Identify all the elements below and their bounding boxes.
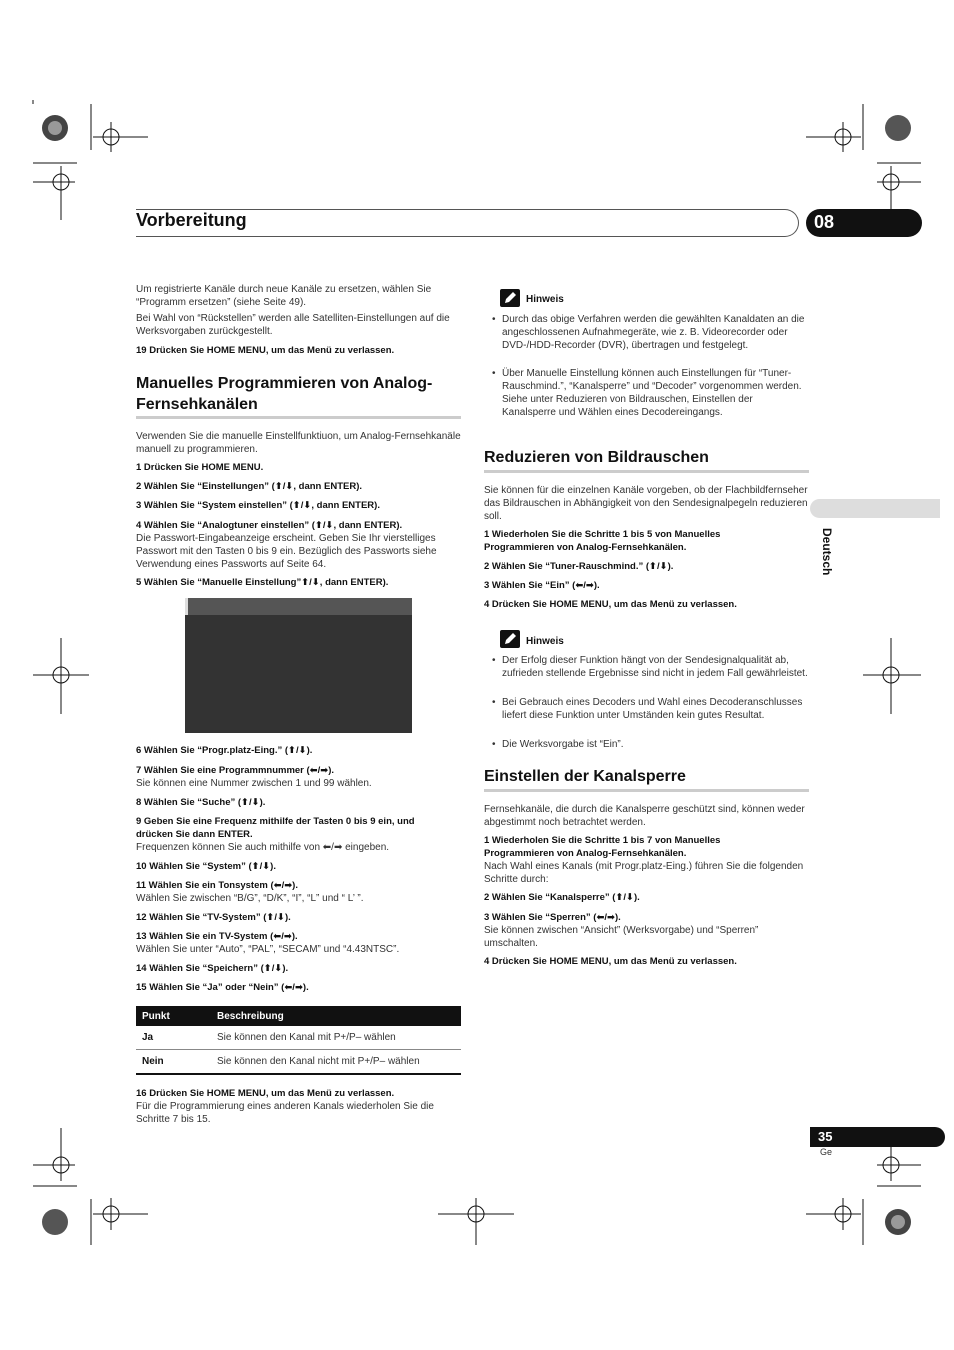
lock-step-2: 2 Wählen Sie “Kanalsperre” (⬆/⬇).: [484, 892, 640, 903]
step-8: 8 Wählen Sie “Suche” (⬆/⬇).: [136, 797, 266, 808]
side-tab: [810, 499, 940, 518]
table-cell-item: Nein: [136, 1050, 211, 1075]
intro-paragraph-2: Bei Wahl von “Rückstellen” werden alle Satelliten-Einstellungen auf die Werksvorgaben zurückgestellt.: [136, 313, 450, 337]
page-number: 35: [818, 1129, 833, 1144]
table-header-row: [136, 1006, 461, 1026]
language-code: Ge: [820, 1147, 833, 1157]
step-11-note: Wählen Sie zwischen “B/G”, “D/K”, “I”, “L” und “ L’ ”.: [136, 893, 364, 904]
hint-2-bullet-3: • Die Werksvorgabe ist “Ein”.: [502, 738, 809, 751]
pencil-note-icon: [500, 289, 520, 307]
lock-step-4: 4 Drücken Sie HOME MENU, um das Menü zu verlassen.: [484, 956, 737, 967]
heading-noise-reduction: Reduzieren von Bildrauschen: [484, 449, 709, 466]
table-cell-item: Ja: [136, 1026, 211, 1050]
step-16: 16 Drücken Sie HOME MENU, um das Menü zu verlassen.: [136, 1088, 395, 1099]
page-number-badge: [810, 1127, 945, 1147]
step-15: 15 Wählen Sie “Ja” oder “Nein” (⬅/➡).: [136, 982, 309, 993]
step-3: 3 Wählen Sie “System einstellen” (⬆/⬇, dann ENTER).: [136, 500, 380, 511]
heading-rule: [484, 470, 809, 473]
step-9-note: Frequenzen können Sie auch mithilfe von ⬅/➡ eingeben.: [136, 842, 390, 853]
step-4: 4 Wählen Sie “Analogtuner einstellen” (⬆/⬇, dann ENTER).: [136, 520, 403, 531]
heading-rule: [484, 789, 809, 792]
menu-screenshot: [185, 598, 412, 733]
step-19: 19 Drücken Sie HOME MENU, um das Menü zu verlassen.: [136, 345, 395, 356]
menu-screenshot-titlebar: [185, 598, 412, 615]
heading-channel-lock: Einstellen der Kanalsperre: [484, 768, 686, 785]
hint-label-2: Hinweis: [526, 636, 564, 647]
hint-1-bullet-2: • Über Manuelle Einstellung können auch Einstellungen für “Tuner-Rauschmind.”, “Kanalsperre” und “Decoder” vorgenommen werden. Siehe unter Reduzieren von Bildrauschen, Einstellen der Kanalsperre und Wählen eines Decodereingangs.: [502, 367, 809, 419]
table-header-item: Punkt: [136, 1006, 211, 1026]
step-16-note: Für die Programmierung eines anderen Kanals wiederholen Sie die Schritte 7 bis 15.: [136, 1101, 434, 1125]
hint-2-bullet-2: • Bei Gebrauch eines Decoders und Wahl eines Decoderanschlusses liefert diese Funktion unter Umständen kein gutes Resultat.: [502, 696, 809, 722]
page-title: Vorbereitung: [136, 210, 247, 230]
step-1: 1 Drücken Sie HOME MENU.: [136, 462, 264, 473]
table-cell-description: Sie können den Kanal nicht mit P+/P– wählen: [211, 1050, 461, 1075]
chapter-badge: [806, 209, 922, 237]
step-14: 14 Wählen Sie “Speichern” (⬆/⬇).: [136, 963, 289, 974]
hint-2-bullet-1: • Der Erfolg dieser Funktion hängt von der Sendesignalqualität ab, zufrieden stellende Ergebnisse sind nicht in jedem Fall gewährleistet.: [502, 654, 809, 680]
step-6: 6 Wählen Sie “Progr.platz-Eing.” (⬆/⬇).: [136, 745, 313, 756]
noise-step-1: 1 Wiederholen Sie die Schritte 1 bis 5 von Manuelles Programmieren von Analog-Fernsehkanälen.: [484, 529, 721, 553]
noise-intro: Sie können für die einzelnen Kanäle vorgeben, ob der Flachbildfernseher das Bildrauschen in Abhängigkeit von den Sendesignalpegeln reduzieren soll.: [484, 485, 808, 522]
step-11: 11 Wählen Sie ein Tonsystem (⬅/➡).: [136, 880, 298, 891]
table-cell-description: Sie können den Kanal mit P+/P– wählen: [211, 1026, 461, 1050]
table-row: [136, 1050, 461, 1075]
step-4-note: Die Passwort-Eingabeanzeige erscheint. Geben Sie Ihr vierstelliges Passwort mit den Tasten 0 bis 9 ein. Bezüglich des Passworts siehe Verwendung eines Passworts auf Seite 64.: [136, 533, 437, 570]
hint-1-bullet-1: • Durch das obige Verfahren werden die gewählten Kanaldaten an die angeschlossenen Aufnahmegeräte, wie z. B. Videorecorder oder DVD-/HDD-Recorder (DVR), übertragen und festgelegt.: [502, 313, 809, 352]
step-2: 2 Wählen Sie “Einstellungen” (⬆/⬇, dann ENTER).: [136, 481, 362, 492]
step-9-line-1: 9 Geben Sie eine Frequenz mithilfe der Tasten 0 bis 9 ein, und: [136, 816, 415, 827]
language-label: Deutsch: [820, 528, 834, 576]
noise-step-2: 2 Wählen Sie “Tuner-Rauschmind.” (⬆/⬇).: [484, 561, 674, 572]
lock-step-3: 3 Wählen Sie “Sperren” (⬅/➡).: [484, 912, 621, 923]
chapter-number: 08: [814, 212, 835, 232]
step-12: 12 Wählen Sie “TV-System” (⬆/⬇).: [136, 912, 291, 923]
step-13-note: Wählen Sie unter “Auto”, “PAL”, “SECAM” und “4.43NTSC”.: [136, 944, 400, 955]
step-9-line-2: drücken Sie dann ENTER.: [136, 829, 253, 840]
lock-step-1: 1 Wiederholen Sie die Schritte 1 bis 7 von Manuelles Programmieren von Analog-Fernsehkanälen.: [484, 835, 721, 859]
step-5: 5 Wählen Sie “Manuelle Einstellung”⬆/⬇, dann ENTER).: [136, 577, 389, 588]
pencil-note-icon: [500, 630, 520, 648]
lock-step-1-note: Nach Wahl eines Kanals (mit Progr.platz-Eing.) führen Sie die folgenden Schritte durch:: [484, 861, 804, 885]
table-header-description: Beschreibung: [211, 1006, 461, 1026]
step-7: 7 Wählen Sie eine Programmnummer (⬅/➡).: [136, 765, 335, 776]
noise-step-3: 3 Wählen Sie “Ein” (⬅/➡).: [484, 580, 600, 591]
step-10: 10 Wählen Sie “System” (⬆/⬇).: [136, 861, 276, 872]
step-7-note: Sie können eine Nummer zwischen 1 und 99 wählen.: [136, 778, 372, 789]
manual-intro: Verwenden Sie die manuelle Einstellfunktiuon, um Analog-Fernsehkanäle manuell zu programmieren.: [136, 431, 461, 455]
intro-paragraph-1: Um registrierte Kanäle durch neue Kanäle zu ersetzen, wählen Sie “Programm ersetzen” (siehe Seite 49).: [136, 284, 432, 308]
noise-step-4: 4 Drücken Sie HOME MENU, um das Menü zu verlassen.: [484, 599, 737, 610]
table-row: [136, 1026, 461, 1050]
lock-intro: Fernsehkanäle, die durch die Kanalsperre geschützt sind, können weder abgestimmt noch betrachtet werden.: [484, 804, 805, 828]
options-table: [136, 1006, 461, 1075]
lock-step-3-note: Sie können zwischen “Ansicht” (Werksvorgabe) und “Sperren” umschalten.: [484, 925, 759, 949]
step-13: 13 Wählen Sie ein TV-System (⬅/➡).: [136, 931, 298, 942]
heading-rule: [136, 416, 461, 419]
hint-label-1: Hinweis: [526, 294, 564, 305]
heading-manual-programming: Manuelles Programmieren von Analog-Fernsehkanälen: [136, 375, 433, 413]
